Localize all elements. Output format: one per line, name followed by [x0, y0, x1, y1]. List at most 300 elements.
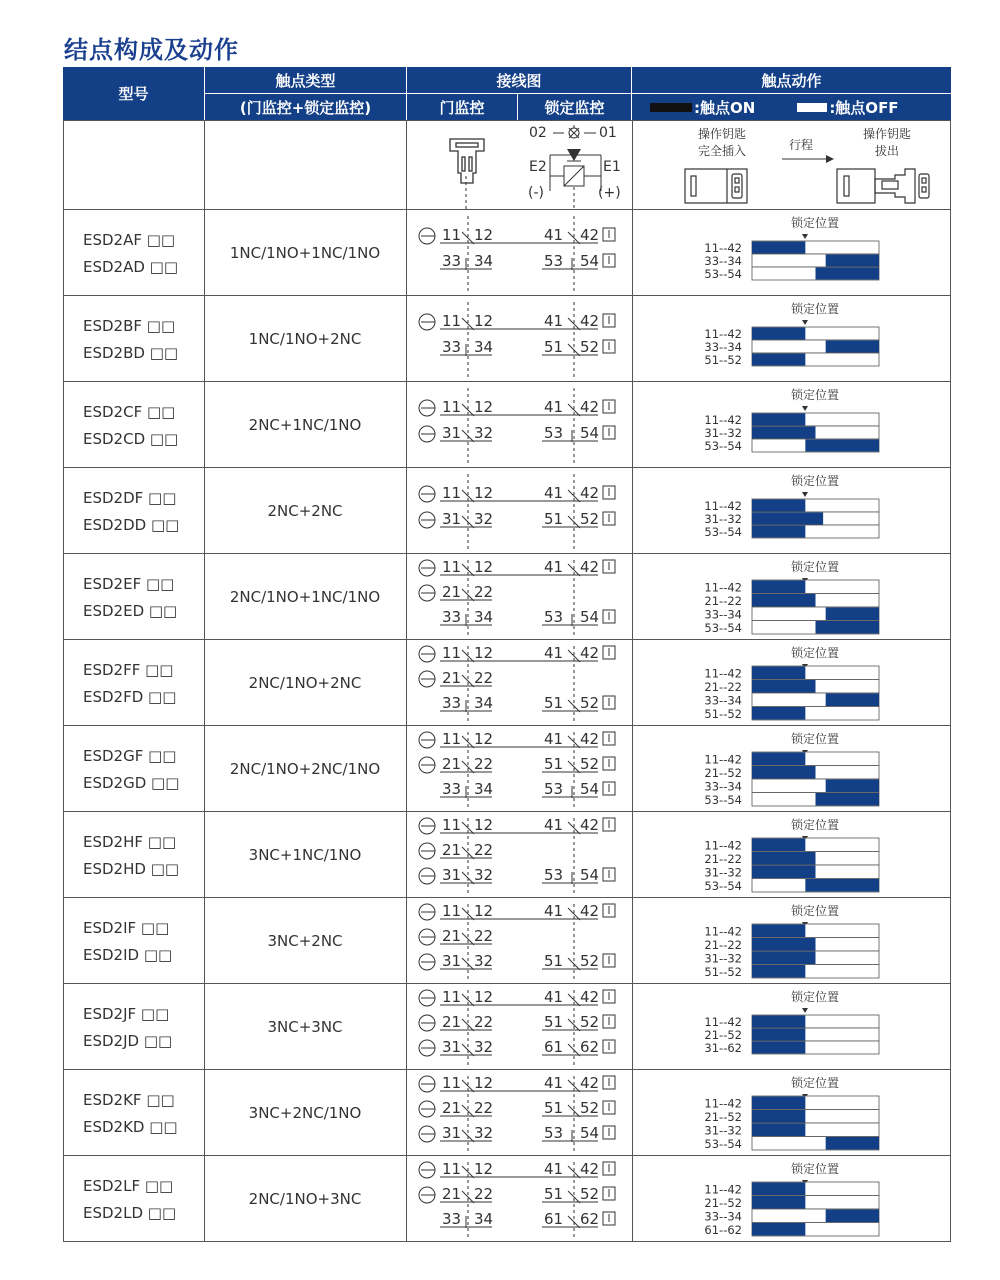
terminal-label: 32	[474, 1038, 494, 1056]
terminal-label: 32	[474, 424, 494, 442]
timing-bar-on	[752, 581, 805, 594]
model-f: ESD2GF □□	[83, 747, 177, 765]
terminal-label: 42	[580, 1160, 600, 1178]
timing-chart	[632, 210, 951, 296]
model-f: ESD2IF □□	[83, 919, 170, 937]
stroke-label: 行程	[789, 138, 814, 152]
lock-position-label: 锁定位置	[790, 818, 840, 832]
timing-row-label: 21--22	[704, 852, 742, 866]
row-divider	[63, 295, 951, 296]
terminal-label: 33	[442, 338, 462, 356]
model-cell	[63, 1156, 204, 1242]
row-divider	[63, 811, 951, 812]
timing-bar-on	[752, 242, 805, 254]
terminal-label: 32	[474, 510, 494, 528]
terminal-label: 42	[580, 398, 600, 416]
contact-type-cell: 2NC/1NO+2NC	[248, 674, 362, 692]
contact-type-cell: 2NC/1NO+1NC/1NO	[229, 588, 381, 606]
timing-row-label: 11--42	[704, 499, 742, 513]
terminal-e1: E1	[603, 159, 621, 175]
terminal-label: 31	[442, 1038, 462, 1056]
key-inserted-icon	[685, 169, 747, 203]
model-d: ESD2AD □□	[83, 258, 179, 276]
contact-type-cell: 2NC/1NO+2NC/1NO	[229, 760, 381, 778]
wiring-diagram	[406, 554, 632, 640]
terminal-label: 12	[474, 1074, 494, 1092]
terminal-label: 12	[474, 484, 494, 502]
model-d: ESD2HD □□	[83, 860, 180, 878]
terminal-label: 53	[544, 252, 564, 270]
page-title: 结点构成及动作	[64, 36, 239, 64]
wiring-cell	[406, 984, 632, 1070]
contact-type-cell: 3NC+2NC/1NO	[248, 1104, 362, 1122]
lock-position-arrow-icon	[802, 234, 808, 239]
terminal-label: 42	[580, 558, 600, 576]
terminal-e2: E2	[529, 159, 547, 175]
contact-type-cell: 2NC/1NO+3NC	[248, 1190, 362, 1208]
terminal-label: 54	[580, 252, 600, 270]
timing-bar-on	[805, 440, 879, 452]
terminal-label: 41	[544, 988, 564, 1006]
terminal-label: 11	[442, 484, 462, 502]
timing-bar-on	[752, 1223, 805, 1236]
model-f: ESD2KF □□	[83, 1091, 175, 1109]
timing-cell	[632, 984, 951, 1070]
timing-row-label: 33--34	[704, 1209, 742, 1224]
terminal-label: 32	[474, 952, 494, 970]
wiring-cell	[406, 554, 632, 640]
terminal-label: 21	[442, 927, 462, 945]
model-f: ESD2JF □□	[83, 1005, 170, 1023]
lock-position-label: 锁定位置	[790, 1162, 840, 1176]
column-divider	[204, 120, 205, 1242]
timing-bar-on	[752, 925, 805, 938]
header-lock-monitor	[518, 94, 631, 120]
wiring-diagram	[406, 296, 632, 382]
timing-bar-on	[752, 328, 805, 340]
header-legend	[632, 94, 951, 120]
legend-on-label: :触点ON	[694, 98, 756, 117]
timing-cell	[632, 812, 951, 898]
terminal-label: 41	[544, 558, 564, 576]
terminal-label: 34	[474, 338, 494, 356]
terminal-label: 41	[544, 312, 564, 330]
wiring-diagram	[406, 1156, 632, 1242]
lock-position-label: 锁定位置	[790, 1076, 840, 1090]
timing-row-label: 11--42	[704, 241, 742, 255]
timing-row-label: 53--54	[704, 1137, 742, 1151]
row-divider	[63, 467, 951, 468]
model-cell	[63, 812, 204, 898]
timing-row-label: 33--34	[704, 607, 742, 622]
model-cell	[63, 296, 204, 382]
model-cell	[63, 468, 204, 554]
timing-row-label: 31--32	[704, 1123, 742, 1138]
timing-row-label: 31--32	[704, 951, 742, 966]
timing-bar-on	[752, 1042, 805, 1054]
terminal-label: 51	[544, 952, 564, 970]
timing-bar-on	[752, 852, 816, 865]
timing-row-label: 53--54	[704, 793, 742, 807]
terminal-label: 12	[474, 312, 494, 330]
terminal-label: 11	[442, 1160, 462, 1178]
terminal-label: 42	[580, 988, 600, 1006]
lock-position-label: 锁定位置	[790, 646, 840, 660]
terminal-label: 12	[474, 398, 494, 416]
terminal-label: 12	[474, 644, 494, 662]
header-action	[632, 67, 951, 93]
action-diagram-header	[632, 121, 951, 210]
timing-bar-on	[826, 694, 879, 707]
timing-bar-on	[816, 793, 880, 806]
timing-row-label: 21--52	[704, 1110, 742, 1124]
row-divider	[63, 553, 951, 554]
timing-bar-on	[752, 938, 816, 951]
lock-position-arrow-icon	[802, 1008, 808, 1013]
terminal-label: 52	[580, 338, 600, 356]
wiring-diagram	[406, 468, 632, 554]
arrow-right-icon	[826, 155, 834, 163]
model-cell	[63, 640, 204, 726]
terminal-label: 12	[474, 988, 494, 1006]
timing-bar-on	[752, 1196, 805, 1209]
wiring-diagram	[406, 382, 632, 468]
terminal-label: 34	[474, 1210, 494, 1228]
model-cell	[63, 382, 204, 468]
timing-bar-on	[752, 1097, 805, 1110]
terminal-label: 11	[442, 1074, 462, 1092]
lock-position-label: 锁定位置	[790, 732, 840, 746]
timing-bar-on	[816, 268, 880, 280]
terminal-label: 22	[474, 841, 494, 859]
terminal-label: 11	[442, 312, 462, 330]
terminal-label: 11	[442, 816, 462, 834]
timing-row-label: 53--54	[704, 879, 742, 893]
timing-bar-on	[816, 621, 880, 634]
terminal-label: 33	[442, 252, 462, 270]
terminal-label: 53	[544, 608, 564, 626]
legend-on-swatch	[650, 103, 692, 112]
terminal-label: 31	[442, 952, 462, 970]
header-lock-monitor-label: 锁定监控	[544, 98, 605, 117]
terminal-label: 52	[580, 1185, 600, 1203]
timing-chart	[632, 640, 951, 726]
terminal-label: 41	[544, 484, 564, 502]
header-model-label: 型号	[118, 85, 149, 103]
terminal-label: 54	[580, 1124, 600, 1142]
timing-row-label: 11--42	[704, 327, 742, 341]
terminal-label: 34	[474, 252, 494, 270]
terminal-label: 22	[474, 927, 494, 945]
legend-off-label: :触点OFF	[829, 98, 899, 117]
column-divider	[406, 120, 407, 1242]
timing-bar-on	[752, 414, 805, 426]
model-f: ESD2BF □□	[83, 317, 176, 335]
terminal-label: 34	[474, 780, 494, 798]
terminal-label: 51	[544, 338, 564, 356]
terminal-label: 32	[474, 866, 494, 884]
terminal-label: 21	[442, 583, 462, 601]
terminal-label: 52	[580, 694, 600, 712]
terminal-label: 34	[474, 608, 494, 626]
terminal-label: 42	[580, 730, 600, 748]
terminal-label: 21	[442, 1185, 462, 1203]
wiring-cell	[406, 640, 632, 726]
timing-chart	[632, 1070, 951, 1156]
model-cell	[63, 984, 204, 1070]
timing-row-label: 21--52	[704, 1196, 742, 1210]
wiring-cell	[406, 1156, 632, 1242]
terminal-label: 42	[580, 644, 600, 662]
terminal-label: 22	[474, 755, 494, 773]
timing-chart	[632, 554, 951, 640]
terminal-label: 41	[544, 644, 564, 662]
row-divider	[63, 639, 951, 640]
header-model	[63, 67, 204, 120]
timing-row-label: 11--42	[704, 1182, 742, 1197]
timing-row-label: 31--32	[704, 865, 742, 880]
key-removed-line1: 操作钥匙	[862, 127, 911, 141]
model-d: ESD2DD □□	[83, 516, 180, 534]
timing-cell	[632, 296, 951, 382]
lock-position-label: 锁定位置	[790, 560, 840, 574]
terminal-label: 52	[580, 1099, 600, 1117]
terminal-label: 11	[442, 644, 462, 662]
model-cell	[63, 210, 204, 296]
header-contact-type-sub	[205, 94, 406, 120]
terminal-minus: (-)	[528, 185, 544, 201]
timing-row-label: 21--22	[704, 938, 742, 952]
model-cell	[63, 554, 204, 640]
wiring-diagram	[406, 1070, 632, 1156]
timing-row-label: 21--22	[704, 680, 742, 694]
timing-row-label: 21--52	[704, 766, 742, 780]
key-inserted-line1: 操作钥匙	[697, 127, 746, 141]
timing-row-label: 11--42	[704, 1015, 742, 1029]
timing-bar-on	[752, 1110, 805, 1123]
terminal-label: 53	[544, 1124, 564, 1142]
wiring-cell	[406, 1070, 632, 1156]
timing-cell	[632, 468, 951, 554]
wiring-diagram-header	[406, 121, 632, 210]
terminal-label: 11	[442, 558, 462, 576]
terminal-label: 42	[580, 902, 600, 920]
terminal-label: 62	[580, 1210, 600, 1228]
model-d: ESD2LD □□	[83, 1204, 177, 1222]
model-f: ESD2EF □□	[83, 575, 175, 593]
lock-position-label: 锁定位置	[790, 990, 840, 1004]
timing-row-label: 53--54	[704, 267, 742, 281]
timing-bar-on	[826, 608, 879, 621]
terminal-label: 54	[580, 866, 600, 884]
terminal-label: 62	[580, 1038, 600, 1056]
terminal-label: 42	[580, 816, 600, 834]
timing-cell	[632, 640, 951, 726]
header-wiring	[407, 67, 631, 93]
timing-row-label: 11--42	[704, 752, 742, 767]
terminal-label: 21	[442, 669, 462, 687]
terminal-label: 42	[580, 226, 600, 244]
terminal-label: 54	[580, 608, 600, 626]
contact-type-cell: 3NC+2NC	[267, 932, 343, 950]
timing-row-label: 11--42	[704, 838, 742, 853]
terminal-label: 21	[442, 755, 462, 773]
timing-row-label: 51--52	[704, 353, 742, 367]
column-divider	[632, 120, 633, 1242]
timing-row-label: 31--32	[704, 512, 742, 526]
wiring-cell	[406, 468, 632, 554]
wiring-cell	[406, 382, 632, 468]
timing-bar-on	[752, 526, 805, 538]
timing-bar-on	[826, 341, 879, 353]
wiring-diagram	[406, 812, 632, 898]
model-d: ESD2ED □□	[83, 602, 178, 620]
contact-type-cell: 3NC+3NC	[267, 1018, 343, 1036]
terminal-label: 52	[580, 1013, 600, 1031]
terminal-label: 51	[544, 694, 564, 712]
contact-type-cell: 2NC+2NC	[267, 502, 343, 520]
key-action-illustration	[632, 121, 951, 210]
model-d: ESD2ID □□	[83, 946, 173, 964]
timing-row-label: 11--42	[704, 413, 742, 427]
terminal-label: 51	[544, 510, 564, 528]
contact-table	[63, 67, 951, 1242]
terminal-label: 33	[442, 1210, 462, 1228]
header-door-monitor	[407, 94, 517, 120]
terminal-label: 22	[474, 669, 494, 687]
timing-bar-on	[752, 680, 816, 693]
header-action-label: 触点动作	[761, 71, 822, 90]
lock-position-arrow-icon	[802, 406, 808, 411]
timing-bar-on	[826, 780, 879, 793]
key-removed-line2: 拔出	[874, 144, 899, 158]
timing-bar-on	[752, 707, 805, 720]
timing-row-label: 53--54	[704, 525, 742, 539]
contact-type-cell: 1NC/1NO+1NC/1NO	[229, 244, 381, 262]
timing-bar-on	[752, 839, 805, 852]
wiring-cell	[406, 210, 632, 296]
terminal-label: 41	[544, 1160, 564, 1178]
header-wiring-label: 接线图	[496, 71, 542, 90]
terminal-label: 61	[544, 1210, 564, 1228]
wiring-diagram	[406, 726, 632, 812]
terminal-label: 11	[442, 988, 462, 1006]
timing-bar-on	[826, 1210, 879, 1223]
coil-terminal-01: 01	[599, 125, 617, 141]
terminal-label: 51	[544, 755, 564, 773]
terminal-label: 11	[442, 902, 462, 920]
terminal-label: 51	[544, 1099, 564, 1117]
timing-cell	[632, 1156, 951, 1242]
terminal-label: 61	[544, 1038, 564, 1056]
row-divider	[63, 725, 951, 726]
timing-bar-on	[752, 866, 816, 879]
terminal-label: 42	[580, 484, 600, 502]
terminal-label: 53	[544, 780, 564, 798]
terminal-label: 53	[544, 866, 564, 884]
actuator-icon	[450, 139, 484, 183]
timing-chart	[632, 812, 951, 898]
lock-position-label: 锁定位置	[790, 302, 840, 316]
terminal-label: 12	[474, 558, 494, 576]
timing-cell	[632, 554, 951, 640]
contact-type-cell: 2NC+1NC/1NO	[248, 416, 362, 434]
wiring-diagram	[406, 898, 632, 984]
model-d: ESD2CD □□	[83, 430, 179, 448]
wiring-cell	[406, 898, 632, 984]
row-divider	[63, 983, 951, 984]
contact-type-cell: 1NC/1NO+2NC	[248, 330, 362, 348]
terminal-label: 41	[544, 816, 564, 834]
timing-bar-on	[752, 354, 805, 366]
timing-chart	[632, 1156, 951, 1242]
contact-type-cell: 3NC+1NC/1NO	[248, 846, 362, 864]
timing-bar-on	[752, 1016, 805, 1028]
timing-row-label: 53--54	[704, 621, 742, 635]
model-f: ESD2HF □□	[83, 833, 177, 851]
model-cell	[63, 898, 204, 984]
timing-row-label: 21--52	[704, 1028, 742, 1042]
terminal-label: 54	[580, 424, 600, 442]
timing-bar-on	[752, 753, 805, 766]
terminal-label: 32	[474, 1124, 494, 1142]
timing-bar-on	[752, 513, 823, 525]
timing-chart	[632, 898, 951, 984]
column-divider	[950, 120, 951, 1242]
terminal-label: 22	[474, 1185, 494, 1203]
terminal-label: 31	[442, 866, 462, 884]
column-divider	[63, 120, 64, 1242]
model-cell	[63, 1070, 204, 1156]
timing-cell	[632, 898, 951, 984]
timing-row-label: 33--34	[704, 340, 742, 354]
timing-chart	[632, 468, 951, 554]
key-removed-icon	[837, 169, 929, 203]
timing-row-label: 33--34	[704, 693, 742, 708]
timing-row-label: 11--42	[704, 1096, 742, 1111]
timing-bar-on	[752, 1183, 805, 1196]
timing-chart	[632, 296, 951, 382]
model-d: ESD2FD □□	[83, 688, 177, 706]
model-d: ESD2GD □□	[83, 774, 180, 792]
terminal-label: 41	[544, 226, 564, 244]
wiring-cell	[406, 812, 632, 898]
model-f: ESD2CF □□	[83, 403, 176, 421]
timing-bar-on	[805, 879, 879, 892]
model-d: ESD2JD □□	[83, 1032, 173, 1050]
timing-row-label: 31--62	[704, 1041, 742, 1055]
terminal-label: 41	[544, 398, 564, 416]
timing-row-label: 53--54	[704, 439, 742, 453]
terminal-label: 12	[474, 1160, 494, 1178]
terminal-label: 33	[442, 694, 462, 712]
wiring-cell	[406, 296, 632, 382]
terminal-label: 42	[580, 312, 600, 330]
timing-bar-on	[752, 1124, 805, 1137]
header-divider	[63, 209, 951, 210]
timing-row-label: 51--52	[704, 965, 742, 979]
terminal-label: 22	[474, 1013, 494, 1031]
terminal-label: 42	[580, 1074, 600, 1092]
timing-cell	[632, 210, 951, 296]
model-cell	[63, 726, 204, 812]
terminal-label: 52	[580, 755, 600, 773]
terminal-label: 41	[544, 902, 564, 920]
terminal-label: 12	[474, 226, 494, 244]
terminal-label: 11	[442, 398, 462, 416]
terminal-label: 52	[580, 510, 600, 528]
terminal-label: 31	[442, 1124, 462, 1142]
